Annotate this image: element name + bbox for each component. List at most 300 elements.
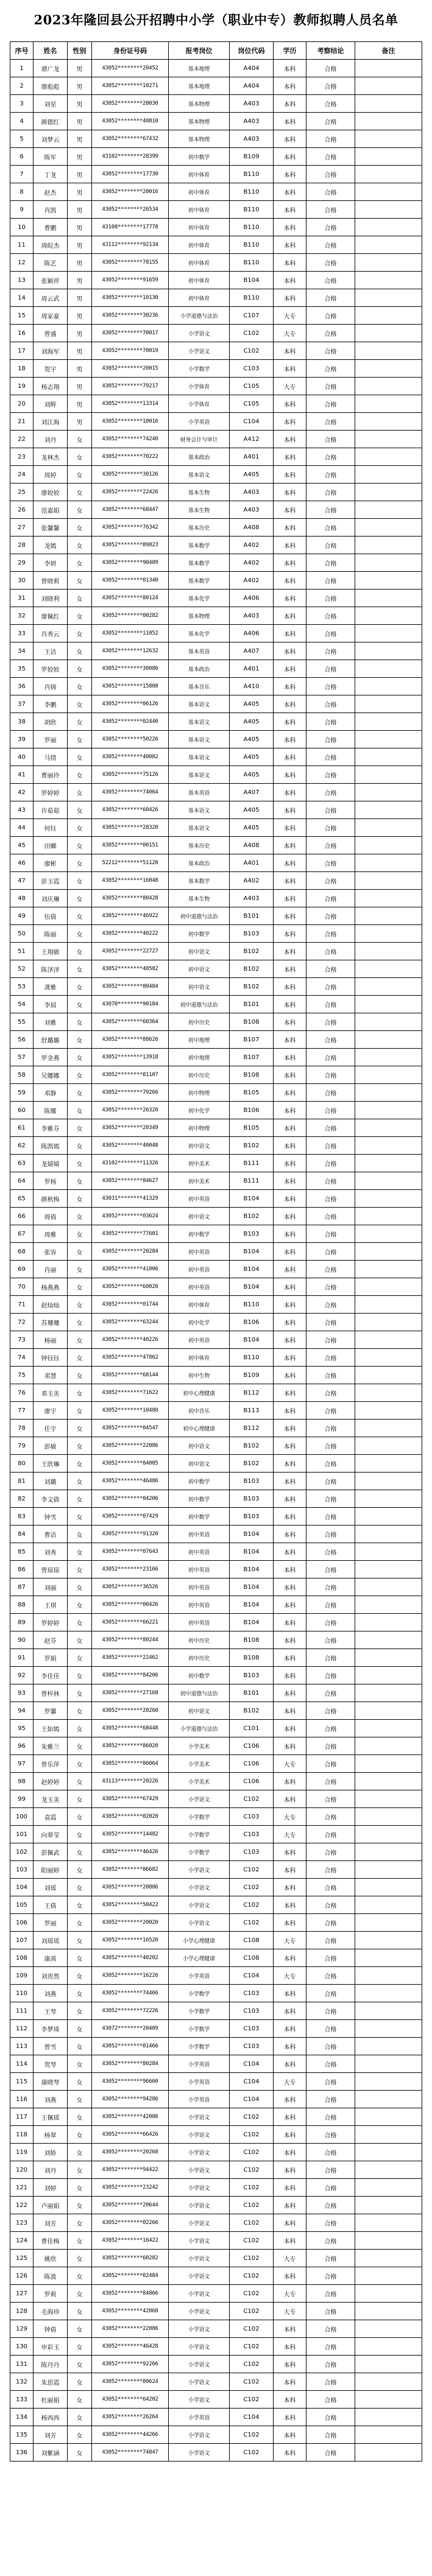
position-cell: 小学英语 [169, 1967, 230, 1985]
position-cell: 小学语文 [169, 325, 230, 342]
row-index-cell: 36 [10, 678, 34, 695]
remarks-cell [355, 201, 422, 219]
position-cell: 基本化学 [169, 589, 230, 607]
education-cell: 本科 [274, 607, 306, 625]
table-row [10, 2002, 422, 2020]
gender-cell: 女 [68, 907, 92, 925]
position-cell: 小学英语 [169, 2073, 230, 2091]
remarks-cell [355, 1278, 422, 1296]
assessment-result-cell: 合格 [306, 1755, 355, 1773]
assessment-result-cell: 合格 [306, 2250, 355, 2267]
position-code-cell: B110 [230, 166, 274, 183]
gender-cell: 女 [68, 572, 92, 589]
gender-cell: 男 [68, 77, 92, 95]
table-row [10, 1278, 422, 1296]
table-row [10, 1349, 422, 1367]
gender-cell: 女 [68, 1261, 92, 1278]
education-cell: 大专 [274, 378, 306, 395]
assessment-result-cell: 合格 [306, 1932, 355, 1949]
position-code-cell: A405 [230, 731, 274, 748]
education-cell: 本科 [274, 2108, 306, 2126]
education-cell: 本科 [274, 2444, 306, 2462]
position-cell: 初中历史 [169, 1013, 230, 1031]
row-index-cell: 77 [10, 1402, 34, 1420]
assessment-result-cell: 合格 [306, 2002, 355, 2020]
remarks-cell [355, 2144, 422, 2161]
id-number-cell: 43052********74466 [92, 1985, 169, 2002]
education-cell: 本科 [274, 1843, 306, 1861]
position-code-cell: C101 [230, 1720, 274, 1737]
id-number-cell: 43052********01466 [92, 2038, 169, 2055]
id-number-cell: 43052********40082 [92, 748, 169, 766]
row-index-cell: 126 [10, 2267, 34, 2285]
education-cell: 本科 [274, 1949, 306, 1967]
person-name-cell: 刘瑶瑶 [34, 1932, 68, 1949]
position-code-cell: C102 [230, 2179, 274, 2197]
table-row [10, 77, 422, 95]
education-cell: 本科 [274, 1985, 306, 2002]
row-index-cell: 106 [10, 1914, 34, 1932]
table-row [10, 1879, 422, 1896]
row-index-cell: 96 [10, 1737, 34, 1755]
position-cell: 小学语文 [169, 2426, 230, 2444]
remarks-cell [355, 1261, 422, 1278]
position-code-cell: A406 [230, 589, 274, 607]
gender-cell: 女 [68, 519, 92, 537]
row-index-cell: 43 [10, 801, 34, 819]
gender-cell: 女 [68, 1243, 92, 1261]
remarks-cell [355, 2020, 422, 2038]
assessment-result-cell: 合格 [306, 2320, 355, 2338]
table-row [10, 2161, 422, 2179]
gender-cell: 女 [68, 1490, 92, 1508]
remarks-cell [355, 1578, 422, 1596]
assessment-result-cell: 合格 [306, 2091, 355, 2108]
position-cell: 初中地理 [169, 1031, 230, 1049]
remarks-cell [355, 1932, 422, 1949]
position-cell: 小学英语 [169, 2091, 230, 2108]
position-code-cell: B113 [230, 1402, 274, 1420]
gender-cell: 女 [68, 1631, 92, 1649]
table-row [10, 254, 422, 272]
remarks-cell [355, 907, 422, 925]
table-row [10, 2303, 422, 2320]
row-index-cell: 57 [10, 1049, 34, 1066]
remarks-cell [355, 2073, 422, 2091]
table-row [10, 1225, 422, 1243]
assessment-result-cell: 合格 [306, 943, 355, 960]
assessment-result-cell: 合格 [306, 342, 355, 360]
remarks-cell [355, 1526, 422, 1543]
row-index-cell: 15 [10, 307, 34, 325]
person-name-cell: 刘璐 [34, 1473, 68, 1490]
row-index-cell: 119 [10, 2144, 34, 2161]
position-cell: 小学语文 [169, 2179, 230, 2197]
assessment-result-cell: 合格 [306, 2409, 355, 2426]
assessment-result-cell: 合格 [306, 2038, 355, 2055]
assessment-result-cell: 合格 [306, 1490, 355, 1508]
table-row [10, 2320, 422, 2338]
gender-cell: 女 [68, 678, 92, 695]
position-code-cell: B110 [230, 219, 274, 236]
gender-cell: 女 [68, 2108, 92, 2126]
position-code-cell: A408 [230, 837, 274, 854]
position-cell: 初中美术 [169, 1172, 230, 1190]
id-number-cell: 43052********47862 [92, 1349, 169, 1367]
row-index-cell: 30 [10, 572, 34, 589]
assessment-result-cell: 合格 [306, 1649, 355, 1667]
education-cell: 大专 [274, 2303, 306, 2320]
education-cell: 本科 [274, 801, 306, 819]
gender-cell: 女 [68, 1773, 92, 1790]
id-number-cell: 43052********72226 [92, 2002, 169, 2020]
gender-cell: 女 [68, 1473, 92, 1490]
person-name-cell: 周皖杰 [34, 236, 68, 254]
person-name-cell: 肖丽 [34, 1261, 68, 1278]
gender-cell: 女 [68, 2161, 92, 2179]
row-index-cell: 12 [10, 254, 34, 272]
person-name-cell: 丁龙 [34, 166, 68, 183]
person-name-cell: 肖凯 [34, 201, 68, 219]
remarks-cell [355, 731, 422, 748]
table-row [10, 1843, 422, 1861]
person-name-cell: 刘江海 [34, 413, 68, 431]
position-cell: 基本历史 [169, 519, 230, 537]
position-cell: 小学语文 [169, 1879, 230, 1896]
person-name-cell: 毛海珍 [34, 2303, 68, 2320]
remarks-cell [355, 854, 422, 872]
person-name-cell: 龚雅 [34, 978, 68, 996]
remarks-cell [355, 289, 422, 307]
person-name-cell: 刘晓利 [34, 589, 68, 607]
person-name-cell: 王如嫣 [34, 1720, 68, 1737]
gender-cell: 男 [68, 413, 92, 431]
assessment-result-cell: 合格 [306, 431, 355, 448]
education-cell: 本科 [274, 95, 306, 113]
table-row [10, 2055, 422, 2073]
remarks-cell [355, 1066, 422, 1084]
assessment-result-cell: 合格 [306, 1031, 355, 1049]
table-row [10, 1437, 422, 1455]
gender-cell: 女 [68, 1861, 92, 1879]
id-number-cell: 43052********40226 [92, 1331, 169, 1349]
row-index-cell: 117 [10, 2108, 34, 2126]
education-cell: 本科 [274, 1455, 306, 1473]
id-number-cell: 43052********40048 [92, 1137, 169, 1155]
person-name-cell: 陈凯嫣 [34, 1137, 68, 1155]
gender-cell: 女 [68, 607, 92, 625]
position-code-cell: B109 [230, 148, 274, 166]
table-row [10, 431, 422, 448]
remarks-cell [355, 95, 422, 113]
table-row [10, 678, 422, 695]
assessment-result-cell: 合格 [306, 1667, 355, 1684]
assessment-result-cell: 合格 [306, 678, 355, 695]
assessment-result-cell: 合格 [306, 907, 355, 925]
table-row [10, 1172, 422, 1190]
remarks-cell [355, 342, 422, 360]
remarks-cell [355, 1949, 422, 1967]
person-name-cell: 陈丹丹 [34, 2356, 68, 2373]
person-name-cell: 彭玉霞 [34, 872, 68, 890]
gender-cell: 女 [68, 1314, 92, 1331]
id-number-cell: 43052********60426 [92, 801, 169, 819]
remarks-cell [355, 1314, 422, 1331]
position-code-cell: C102 [230, 325, 274, 342]
person-name-cell: 刘星 [34, 95, 68, 113]
table-row [10, 960, 422, 978]
id-number-cell: 43052********20349 [92, 1119, 169, 1137]
assessment-result-cell: 合格 [306, 1596, 355, 1614]
position-code-cell: B112 [230, 1384, 274, 1402]
position-cell: 初中历史 [169, 1649, 230, 1667]
id-number-cell: 43052********30236 [92, 307, 169, 325]
table-row [10, 695, 422, 713]
person-name-cell: 杨丽 [34, 1331, 68, 1349]
position-code-cell: A405 [230, 466, 274, 484]
education-cell: 本科 [274, 766, 306, 784]
gender-cell: 女 [68, 2232, 92, 2250]
position-cell: 初中英语 [169, 1261, 230, 1278]
gender-cell: 女 [68, 1172, 92, 1190]
education-cell: 本科 [274, 1631, 306, 1649]
person-name-cell: 曾盛 [34, 325, 68, 342]
person-name-cell: 刘秀 [34, 1543, 68, 1561]
remarks-cell [355, 572, 422, 589]
id-number-cell: 43052********81107 [92, 1066, 169, 1084]
remarks-cell [355, 236, 422, 254]
education-cell: 大专 [274, 1932, 306, 1949]
person-name-cell: 曾雪 [34, 2038, 68, 2055]
person-name-cell: 张容 [34, 1243, 68, 1261]
id-number-cell: 43052********01744 [92, 1296, 169, 1314]
row-index-cell: 90 [10, 1631, 34, 1649]
person-name-cell: 曹丽玲 [34, 766, 68, 784]
education-cell: 本科 [274, 360, 306, 378]
table-row [10, 1773, 422, 1790]
id-number-cell: 43052********03624 [92, 1208, 169, 1225]
remarks-cell [355, 2002, 422, 2020]
gender-cell: 女 [68, 2020, 92, 2038]
id-number-cell: 43052********88626 [92, 1031, 169, 1049]
row-index-cell: 21 [10, 413, 34, 431]
row-index-cell: 35 [10, 660, 34, 678]
gender-cell: 男 [68, 360, 92, 378]
person-name-cell: 曾晓莉 [34, 572, 68, 589]
table-row [10, 1119, 422, 1137]
id-number-cell: 43052********80284 [92, 2055, 169, 2073]
position-code-cell: A402 [230, 872, 274, 890]
person-name-cell: 范嘉娟 [34, 501, 68, 519]
row-index-cell: 27 [10, 519, 34, 537]
education-cell: 本科 [274, 1367, 306, 1384]
education-cell: 本科 [274, 2338, 306, 2356]
assessment-result-cell: 合格 [306, 572, 355, 589]
id-number-cell: 43052********86020 [92, 1737, 169, 1755]
person-name-cell: 任宇 [34, 1420, 68, 1437]
position-cell: 初中化学 [169, 1314, 230, 1331]
id-number-cell: 43052********40810 [92, 113, 169, 130]
position-code-cell: B102 [230, 943, 274, 960]
gender-cell: 男 [68, 236, 92, 254]
position-cell: 小学语文 [169, 2285, 230, 2303]
row-index-cell: 7 [10, 166, 34, 183]
person-name-cell: 邓慧 [34, 1367, 68, 1384]
table-row [10, 378, 422, 395]
hiring-roster-table [10, 41, 422, 2462]
assessment-result-cell: 合格 [306, 1702, 355, 1720]
assessment-result-cell: 合格 [306, 2391, 355, 2409]
position-code-cell: C102 [230, 2197, 274, 2214]
gender-cell: 女 [68, 1137, 92, 1155]
id-number-cell: 43052********12632 [92, 642, 169, 660]
position-code-cell: B112 [230, 1420, 274, 1437]
position-cell: 基本化学 [169, 625, 230, 642]
position-cell: 初中体育 [169, 289, 230, 307]
id-number-cell: 43052********16422 [92, 2232, 169, 2250]
row-index-cell: 6 [10, 148, 34, 166]
id-number-cell: 43052********80428 [92, 890, 169, 907]
id-number-cell: 43052********75126 [92, 766, 169, 784]
row-index-cell: 130 [10, 2338, 34, 2356]
gender-cell: 女 [68, 1367, 92, 1384]
assessment-result-cell: 合格 [306, 660, 355, 678]
table-row [10, 2373, 422, 2391]
gender-cell: 女 [68, 448, 92, 466]
id-number-cell: 43052********74240 [92, 431, 169, 448]
assessment-result-cell: 合格 [306, 713, 355, 731]
person-name-cell: 颜秋梅 [34, 1190, 68, 1208]
gender-cell: 女 [68, 1790, 92, 1808]
education-cell: 本科 [274, 1790, 306, 1808]
column-header-remarks: 备注 [355, 42, 422, 60]
person-name-cell: 贺琴 [34, 2055, 68, 2073]
column-header-gender: 性别 [68, 42, 92, 60]
position-code-cell: B102 [230, 978, 274, 996]
remarks-cell [355, 166, 422, 183]
gender-cell: 男 [68, 148, 92, 166]
remarks-cell [355, 1473, 422, 1490]
education-cell: 本科 [274, 1066, 306, 1084]
gender-cell: 女 [68, 1755, 92, 1773]
position-code-cell: C104 [230, 2091, 274, 2108]
row-index-cell: 63 [10, 1155, 34, 1172]
row-index-cell: 101 [10, 1826, 34, 1843]
remarks-cell [355, 1349, 422, 1367]
position-code-cell: B105 [230, 1119, 274, 1137]
remarks-cell [355, 448, 422, 466]
gender-cell: 女 [68, 890, 92, 907]
remarks-cell [355, 1720, 422, 1737]
education-cell: 本科 [274, 589, 306, 607]
row-index-cell: 18 [10, 360, 34, 378]
position-code-cell: A402 [230, 572, 274, 589]
table-row [10, 360, 422, 378]
remarks-cell [355, 378, 422, 395]
id-number-cell: 43102********11326 [92, 1155, 169, 1172]
remarks-cell [355, 1543, 422, 1561]
assessment-result-cell: 合格 [306, 625, 355, 642]
education-cell: 本科 [274, 1278, 306, 1296]
gender-cell: 女 [68, 2320, 92, 2338]
position-cell: 基本物理 [169, 130, 230, 148]
table-row [10, 1808, 422, 1826]
position-cell: 小学语文 [169, 2108, 230, 2126]
education-cell: 大专 [274, 307, 306, 325]
row-index-cell: 40 [10, 748, 34, 766]
assessment-result-cell: 合格 [306, 1879, 355, 1896]
person-name-cell: 肖秀云 [34, 625, 68, 642]
assessment-result-cell: 合格 [306, 183, 355, 201]
assessment-result-cell: 合格 [306, 1967, 355, 1985]
education-cell: 大专 [274, 2285, 306, 2303]
position-cell: 初中语文 [169, 1455, 230, 1473]
gender-cell: 男 [68, 378, 92, 395]
person-name-cell: 阳丽婷 [34, 1861, 68, 1879]
row-index-cell: 67 [10, 1225, 34, 1243]
position-code-cell: B104 [230, 1261, 274, 1278]
person-name-cell: 曾梓林 [34, 1684, 68, 1702]
education-cell: 本科 [274, 60, 306, 77]
person-name-cell: 刘贵然 [34, 1967, 68, 1985]
id-number-cell: 52212********51120 [92, 854, 169, 872]
row-index-cell: 116 [10, 2091, 34, 2108]
remarks-cell [355, 1985, 422, 2002]
education-cell: 本科 [274, 1914, 306, 1932]
row-index-cell: 123 [10, 2214, 34, 2232]
table-row [10, 554, 422, 572]
id-number-cell: 43052********94286 [92, 2091, 169, 2108]
gender-cell: 女 [68, 713, 92, 731]
remarks-cell [355, 996, 422, 1013]
remarks-cell [355, 1049, 422, 1066]
person-name-cell: 龙婧婧 [34, 1155, 68, 1172]
row-index-cell: 24 [10, 466, 34, 484]
education-cell: 本科 [274, 642, 306, 660]
row-index-cell: 46 [10, 854, 34, 872]
table-row [10, 2073, 422, 2091]
position-cell: 小学语文 [169, 2232, 230, 2250]
assessment-result-cell: 合格 [306, 748, 355, 766]
education-cell: 本科 [274, 1102, 306, 1119]
table-row [10, 1861, 422, 1879]
person-name-cell: 刘丹 [34, 431, 68, 448]
remarks-cell [355, 113, 422, 130]
assessment-result-cell: 合格 [306, 325, 355, 342]
person-name-cell: 陈艺 [34, 254, 68, 272]
id-number-cell: 43052********66426 [92, 2126, 169, 2144]
assessment-result-cell: 合格 [306, 1296, 355, 1314]
education-cell: 本科 [274, 1261, 306, 1278]
table-row [10, 1720, 422, 1737]
remarks-cell [355, 607, 422, 625]
table-row [10, 2356, 422, 2373]
position-code-cell: C108 [230, 1932, 274, 1949]
assessment-result-cell: 合格 [306, 413, 355, 431]
remarks-cell [355, 1296, 422, 1314]
position-code-cell: C102 [230, 2320, 274, 2338]
table-row [10, 784, 422, 801]
gender-cell: 女 [68, 1843, 92, 1861]
table-row [10, 1155, 422, 1172]
row-index-cell: 62 [10, 1137, 34, 1155]
row-index-cell: 16 [10, 325, 34, 342]
position-cell: 初中地理 [169, 1049, 230, 1066]
row-index-cell: 115 [10, 2073, 34, 2091]
assessment-result-cell: 合格 [306, 2356, 355, 2373]
person-name-cell: 王欣琳 [34, 1455, 68, 1473]
position-code-cell: A403 [230, 484, 274, 501]
